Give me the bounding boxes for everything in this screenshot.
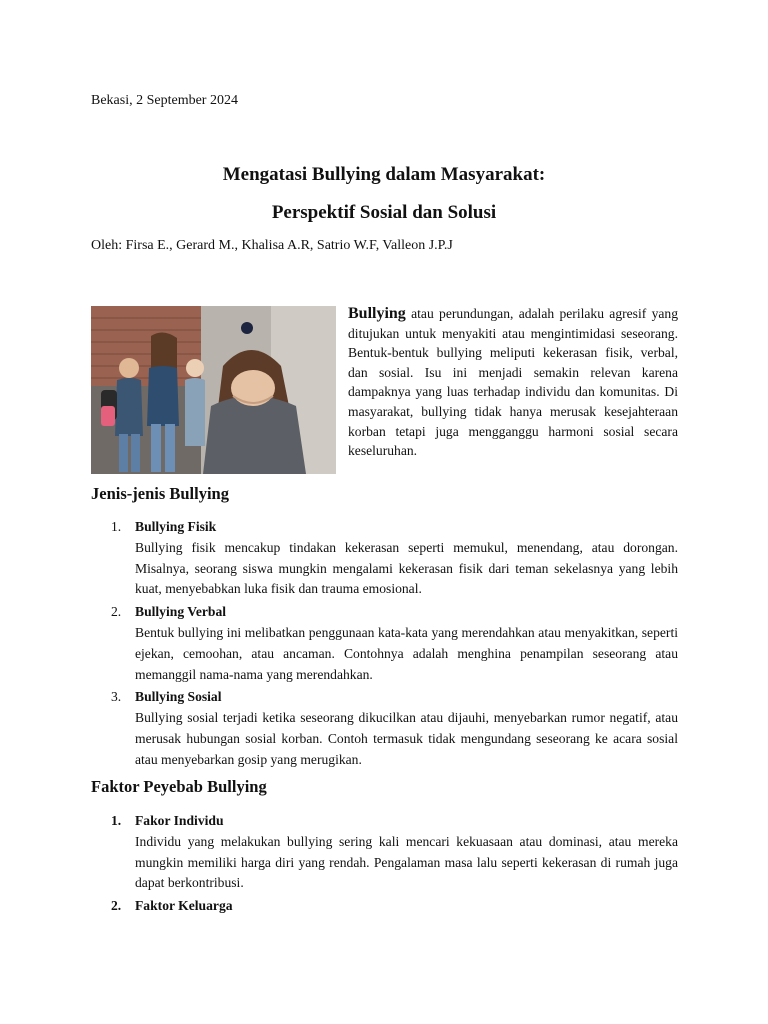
list-item: [91, 896, 678, 917]
faktor-penyebab-list: [91, 811, 678, 919]
list-item-title: Bullying Sosial: [135, 689, 222, 705]
authors-line: Oleh: Firsa E., Gerard M., Khalisa A.R, Satrio W.F, Valleon J.P.J: [91, 238, 453, 253]
intro-body-text: atau perundungan, adalah perilaku agresif yang ditujukan untuk menyakiti atau mengintimidasi seseorang. Bentuk-bentuk bullying meliputi kekerasan fisik, verbal, dan sosial. Isu ini menjadi semakin relevan karena dampaknya yang luas terhadap individu dan komunitas. Di masyarakat, bullying tidak hanya merusak kesejahteraan korban tetapi juga mengganggu harmoni sosial secara keseluruhan.: [348, 306, 678, 459]
list-item-title: Bullying Fisik: [135, 519, 217, 534]
list-item-number: 3.: [111, 689, 122, 705]
list-item-title: Faktor Keluarga: [135, 898, 233, 914]
bullying-photo: [91, 306, 336, 474]
bullying-photo-icon: [91, 306, 336, 474]
list-item-number: 1.: [111, 813, 122, 828]
list-item-text: Individu yang melakukan bullying sering kali mencari kekuasaan atau dominasi, atau mereka mungkin memiliki harga diri yang rendah. Pengalaman masa lalu seperti kekerasan di rumah juga dapat berkontribusi.: [135, 833, 678, 891]
list-item-number: 1.: [111, 519, 122, 534]
list-item-text: Bentuk bullying ini melibatkan penggunaan kata-kata yang merendahkan atau menyakitkan, seperti ejekan, cemoohan, atau ancaman. Contohnya adalah menghina penampilan seseorang atau memanggil nama-nama yang merendahkan.: [135, 624, 678, 682]
document-title-line1: Mengatasi Bullying dalam Masyarakat:: [222, 164, 546, 185]
intro-paragraph: [348, 304, 678, 461]
list-item-title: Bullying Verbal: [135, 604, 227, 620]
document-title-line2: Perspektif Sosial dan Solusi: [271, 202, 497, 223]
list-item: [91, 811, 678, 894]
list-item: [91, 602, 678, 685]
list-item: [91, 517, 678, 600]
section-heading-jenis: Jenis-jenis Bullying: [91, 484, 229, 503]
list-item-title: Fakor Individu: [135, 813, 224, 828]
list-item: [91, 687, 678, 770]
list-item-text: Bullying sosial terjadi ketika seseorang dikucilkan atau dijauhi, menyebarkan rumor negatif, atau merusak hubungan sosial korban. Contoh termasuk tidak mengundang seseorang ke acara sosial atau menyebarkan gosip yang merugikan.: [135, 710, 678, 767]
jenis-bullying-list: [91, 517, 678, 773]
section-heading-faktor: Faktor Peyebab Bullying: [91, 777, 267, 796]
list-item-text: Bullying fisik mencakup tindakan kekerasan seperti memukul, menendang, atau dorongan. Misalnya, seorang siswa mungkin mengalami kekerasan fisik dari teman sekelasnya yang lebih kuat, menyebabkan luka fisik dan trauma emosional.: [135, 539, 678, 597]
list-item-number: 2.: [111, 604, 122, 620]
intro-lead-word: Bullying: [348, 305, 406, 322]
list-item-number: 2.: [111, 898, 122, 914]
document-date: Bekasi, 2 September 2024: [91, 93, 238, 108]
